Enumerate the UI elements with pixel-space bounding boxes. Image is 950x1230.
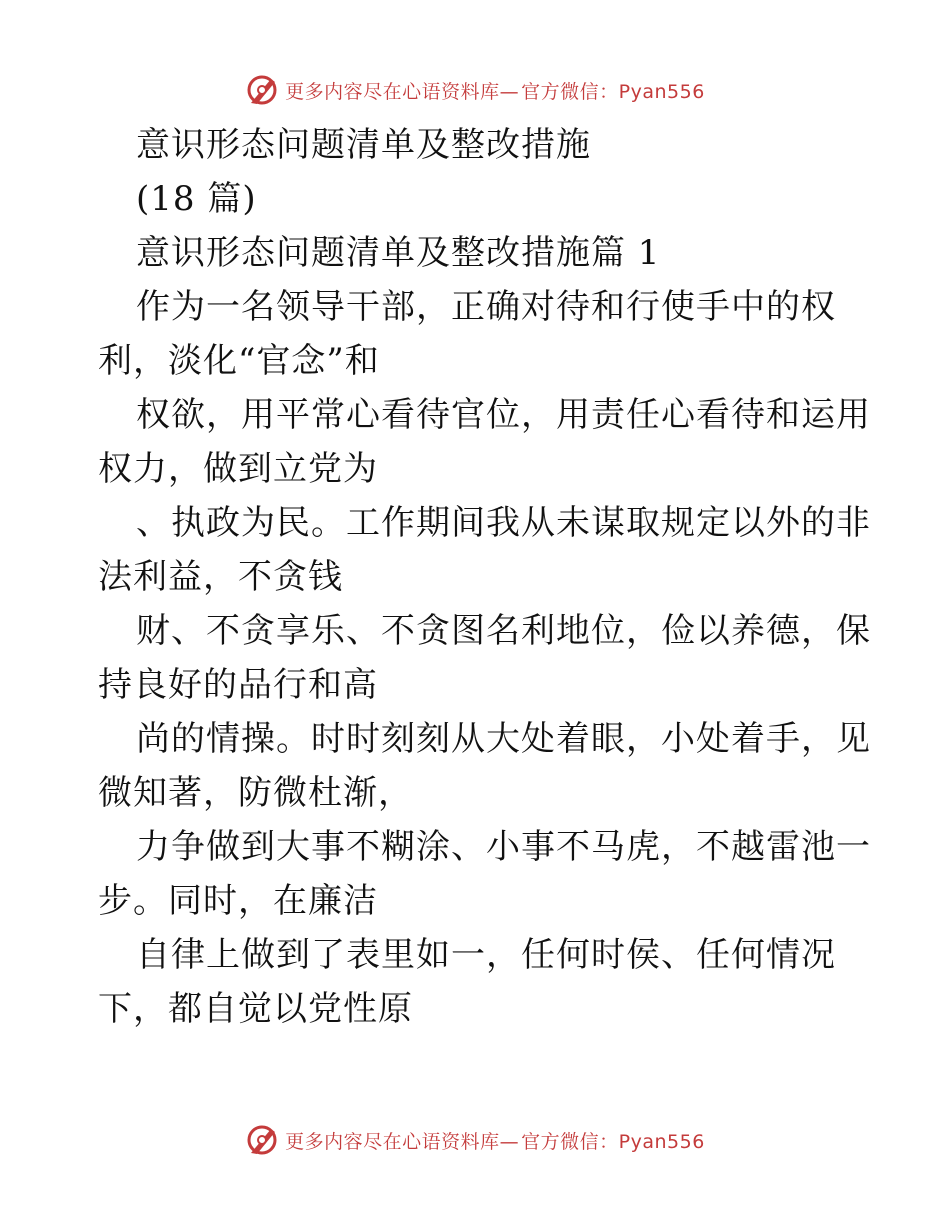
footer-separator: — — [499, 1130, 520, 1153]
paragraph-line: 持良好的品行和高 — [98, 665, 378, 705]
paragraph-line: 作为一名领导干部，正确对待和行使手中的权 — [136, 287, 836, 327]
footer-banner-text — [285, 1127, 705, 1154]
document-title-count: (18 篇) — [136, 179, 257, 219]
section-heading: 意识形态问题清单及整改措施篇 1 — [136, 233, 661, 273]
paragraph-line: 权欲，用平常心看待官位，用责任心看待和运用 — [136, 395, 871, 435]
paragraph-line: 法利益，不贪钱 — [98, 557, 343, 597]
pen-circle-logo-icon — [245, 73, 279, 107]
footer-brand-text: 更多内容尽在心语资料库 — [285, 1130, 500, 1153]
header-wechat-text: 官方微信：Pyan556 — [521, 80, 705, 103]
paragraph-line: 微知著，防微杜渐， — [98, 773, 413, 813]
header-banner-text — [285, 77, 705, 104]
paragraph-line: 力争做到大事不糊涂、小事不马虎，不越雷池一 — [136, 827, 871, 867]
header-brand-text: 更多内容尽在心语资料库 — [285, 80, 500, 103]
footer-wechat-text: 官方微信：Pyan556 — [521, 1130, 705, 1153]
footer-banner — [0, 1120, 950, 1160]
paragraph-line: 自律上做到了表里如一，任何时侯、任何情况 — [136, 935, 836, 975]
paragraph-line: 财、不贪享乐、不贪图名利地位，俭以养德，保 — [136, 611, 871, 651]
footer-banner-inner — [245, 1123, 705, 1157]
document-content — [98, 118, 871, 1036]
paragraph-line: 尚的情操。时时刻刻从大处着眼，小处着手，见 — [136, 719, 871, 759]
header-banner — [0, 70, 950, 110]
header-banner-inner — [245, 73, 705, 107]
paragraph-line: 权力，做到立党为 — [98, 449, 378, 489]
document-title: 意识形态问题清单及整改措施 — [136, 125, 591, 165]
header-separator: — — [499, 80, 520, 103]
paragraph-line: 、执政为民。工作期间我从未谋取规定以外的非 — [136, 503, 871, 543]
paragraph-line: 利，淡化“官念”和 — [98, 341, 380, 381]
paragraph-line: 步。同时，在廉洁 — [98, 881, 378, 921]
paragraph-line: 下，都自觉以党性原 — [98, 989, 413, 1029]
pen-circle-logo-icon — [245, 1123, 279, 1157]
